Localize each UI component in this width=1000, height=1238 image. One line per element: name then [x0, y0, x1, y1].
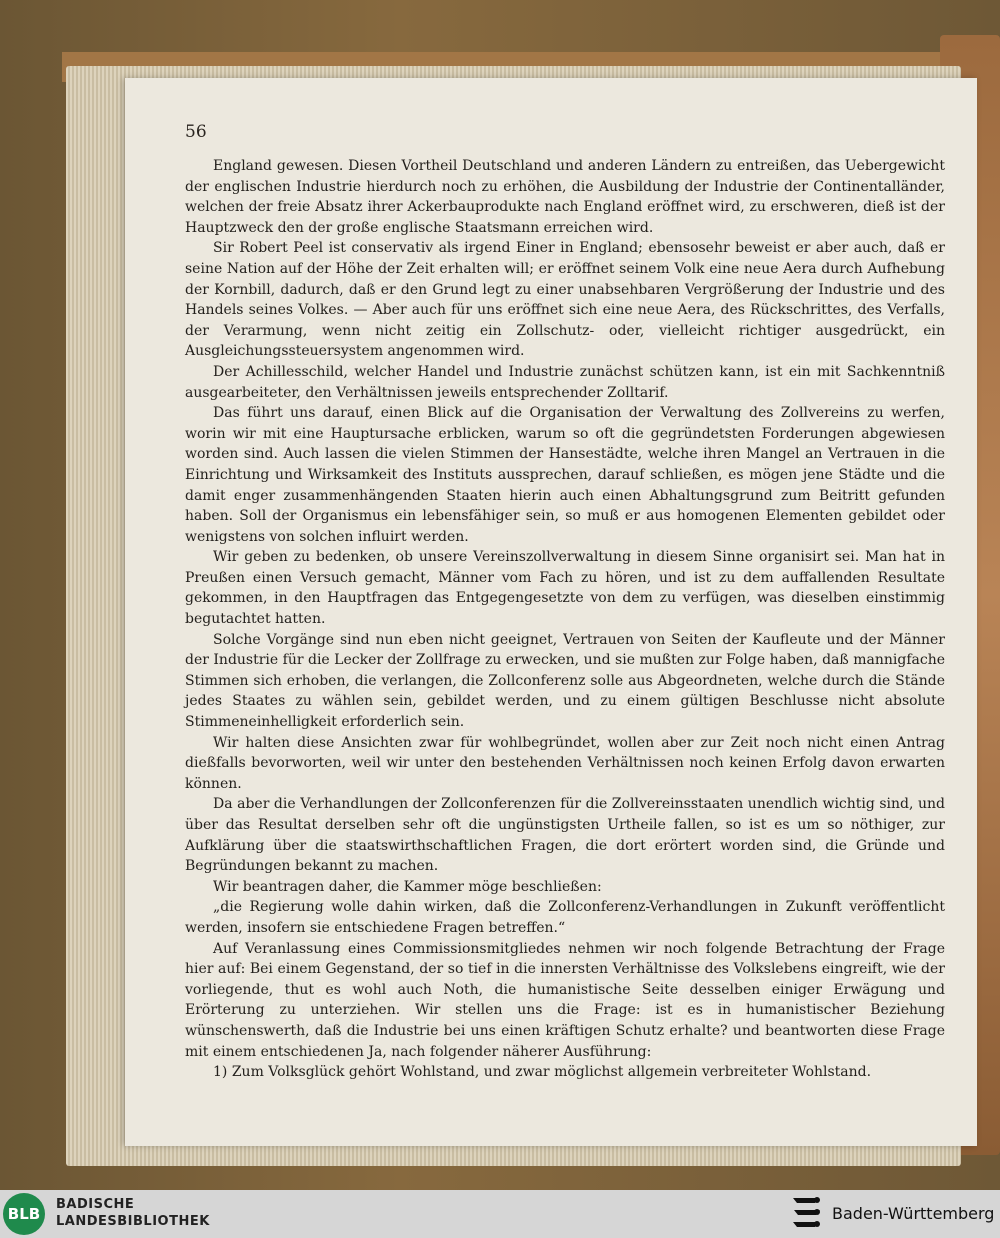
footer-bar: [0, 1190, 1000, 1238]
paragraph: Auf Veranlassung eines Commissionsmitgliedes nehmen wir noch folgende Betrachtung der Frage hier auf: Bei einem Gegenstand, der so tief in die innersten Verhältnisse des Volkslebens eingreift, wie der vorliegende, thut es wohl auch Noth, die humanistische Seite desselben einiger Erwägung und Erörterung zu unterziehen. Wir stellen uns die Frage: ist es in humanistischer Beziehung wünschenswerth, daß die Industrie bei uns einen kräftigen Schutz erhalte? und beantworten diese Frage mit einem entschiedenen Ja, nach folgender näherer Ausführung:: [185, 940, 945, 1060]
paragraph: Da aber die Verhandlungen der Zollconferenzen für die Zollvereinsstaaten unendlich wichtig sind, und über das Resultat derselben sehr oft die ungünstigsten Urtheile fallen, so ist es um so nöthiger, zur Aufklärung über die staatswirthschaftlichen Fragen, die dort erörtert worden sind, die Gründe und Begründungen bekannt zu machen.: [185, 796, 945, 875]
quoted-motion: „die Regierung wolle dahin wirken, daß die Zollconferenz-Verhandlungen in Zukunft veröffentlicht werden, insofern sie entschiedene Fragen betreffen.“: [185, 899, 945, 936]
page-text: [185, 156, 945, 1083]
paragraph: Solche Vorgänge sind nun eben nicht geeignet, Vertrauen von Seiten der Kaufleute und der Männer der Industrie für die Lecker der Zollfrage zu erwecken, und sie mußten zur Folge haben, daß mannigfache Stimmen sich erhoben, die verlangen, die Zollconferenz solle aus Abgeordneten, welche durch die Stände jedes Staates zu wählen sein, gebildet werden, und zu einem gültigen Beschlusse nicht absolute Stimmeneinhelligkeit erforderlich sein.: [185, 631, 945, 731]
baden-wuerttemberg-lions-icon: [790, 1194, 824, 1234]
paragraph: Der Achillesschild, welcher Handel und Industrie zunächst schützen kann, ist ein mit Sachkenntniß ausgearbeiteter, den Verhältnissen jeweils entsprechender Zolltarif.: [185, 363, 945, 401]
paragraph: Sir Robert Peel ist conservativ als irgend Einer in England; ebensosehr beweist er aber auch, daß er seine Nation auf der Höhe der Zeit erhalten will; er eröffnet seinem Volk eine neue Aera durch Aufhebung der Kornbill, dadurch, daß er den Grund legt zu einer unabsehbaren Vergrößerung der Industrie und des Handels seines Volkes. — Aber auch für uns eröffnet sich eine neue Aera, des Rückschrittes, des Verfalls, der Verarmung, wenn nicht zeitig ein Zollschutz- oder, vielleicht richtiger ausgedrückt, ein Ausgleichungssteuersystem angenommen wird.: [185, 240, 945, 360]
blb-line-2: LANDESBIBLIOTHEK: [56, 1214, 210, 1229]
paragraph: England gewesen. Diesen Vortheil Deutschland und anderen Ländern zu entreißen, das Uebergewicht der englischen Industrie hierdurch noch zu erhöhen, die Ausbildung der Industrie der Continentalländer, welchen der freie Absatz ihrer Ackerbauprodukte nach England eröffnet wird, zu erschweren, dieß ist der Hauptzweck den der große englische Staatsmann erreichen wird.: [185, 158, 945, 236]
book-page: [125, 78, 977, 1146]
numbered-point: 1) Zum Volksglück gehört Wohlstand, und zwar möglichst allgemein verbreiteter Wohlstand.: [213, 1064, 872, 1081]
paragraph: Das führt uns darauf, einen Blick auf die Organisation der Verwaltung des Zollvereins zu werfen, worin wir mit eine Hauptursache erblicken, warum so oft die gegründetsten Forderungen abgewiesen worden sind. Auch lassen die vielen Stimmen der Hansestädte, welche ihren Mangel an Vertrauen in die Einrichtung und Wirksamkeit des Instituts aussprechen, darauf schließen, es mögen jene Städte und die damit enger zusammenhängenden Staaten hierin auch einen Abhaltungsgrund zum Beitritt gefunden haben. Soll der Organismus ein lebensfähiger sein, so muß er aus homogenen Elementen gebildet oder wenigstens von solchen influirt werden.: [185, 405, 945, 545]
paragraph: Wir beantragen daher, die Kammer möge beschließen:: [213, 878, 602, 895]
blb-wordmark[interactable]: [56, 1196, 210, 1230]
paragraph: Wir halten diese Ansichten zwar für wohlbegründet, wollen aber zur Zeit noch nicht einen Antrag dießfalls bevorworten, weil wir unter den bestehenden Verhältnissen noch keinen Erfolg davon erwarten können.: [185, 734, 945, 792]
page-number: 56: [185, 122, 207, 142]
baden-wuerttemberg-label[interactable]: Baden-Württemberg: [832, 1204, 995, 1223]
blb-line-1: BADISCHE: [56, 1197, 135, 1212]
paragraph: Wir geben zu bedenken, ob unsere Vereinszollverwaltung in diesem Sinne organisirt sei. Man hat in Preußen einen Versuch gemacht, Männer vom Fach zu hören, und ist zu dem auffallenden Resultate gekommen, in den Hauptfragen das Entgegengesetzte von dem zu verfügen, was dieselben einstimmig begutachtet hatten.: [185, 549, 945, 628]
blb-logo-icon[interactable]: BLB: [3, 1193, 45, 1235]
